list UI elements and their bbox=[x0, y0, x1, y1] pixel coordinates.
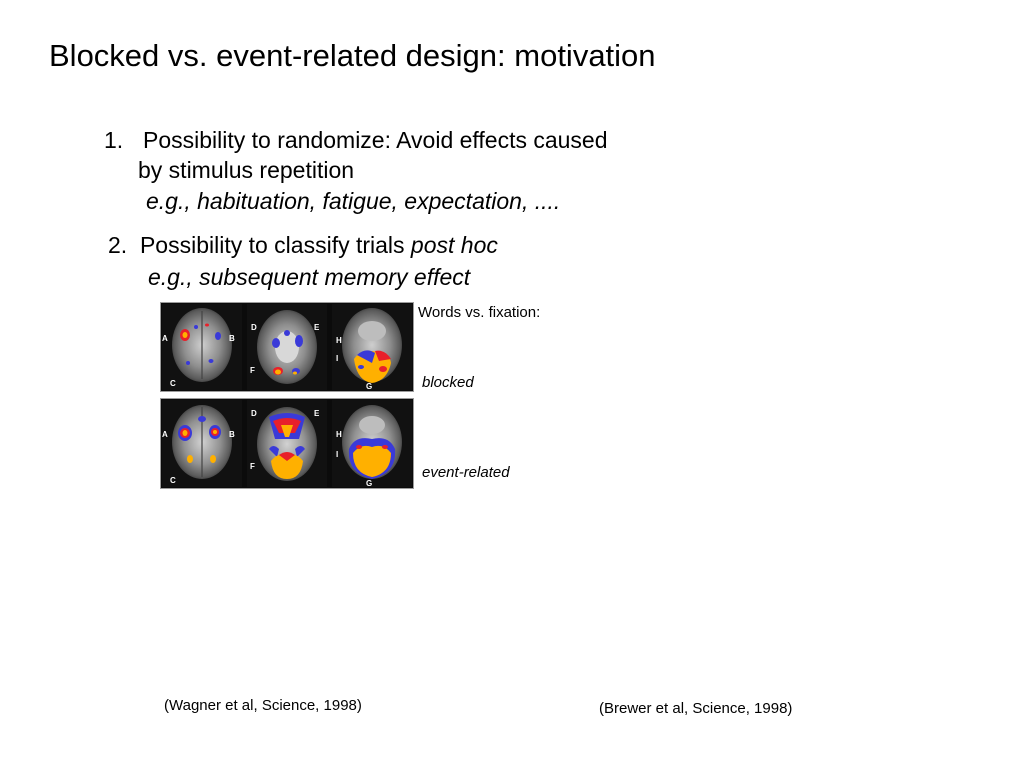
point-1-number: 1. bbox=[104, 127, 124, 153]
panel-letter-b: B bbox=[229, 334, 235, 343]
panel-letter-g: G bbox=[366, 382, 373, 391]
panel-letter-f-event: F bbox=[250, 462, 255, 471]
panel-letter-h: H bbox=[336, 336, 342, 345]
panel-letter-e-event: E bbox=[314, 409, 320, 418]
point-2-text bbox=[108, 232, 498, 259]
blocked-brain-row bbox=[160, 302, 414, 392]
slide-title: Blocked vs. event-related design: motivation bbox=[49, 38, 656, 73]
citation-wagner: (Wagner et al, Science, 1998) bbox=[164, 697, 362, 714]
event-related-label: event-related bbox=[422, 464, 510, 481]
event-related-brain-images bbox=[161, 399, 413, 488]
panel-letter-f: F bbox=[250, 366, 255, 375]
point-1-line-2: by stimulus repetition bbox=[138, 157, 355, 183]
point-2-example: e.g., subsequent memory effect bbox=[148, 264, 471, 290]
panel-letter-e: E bbox=[314, 323, 320, 332]
panel-letter-a-event: A bbox=[162, 430, 168, 439]
panel-letter-c-event: C bbox=[170, 476, 176, 485]
event-related-brain-row bbox=[160, 398, 414, 489]
panel-letter-i: I bbox=[336, 354, 339, 363]
blocked-label: blocked bbox=[422, 374, 474, 391]
fmri-figure bbox=[160, 302, 414, 489]
panel-letter-g-event: G bbox=[366, 479, 373, 488]
blocked-brain-images bbox=[161, 303, 413, 391]
point-2-prefix: 2. Possibility to classify trials bbox=[108, 232, 411, 258]
figure-caption: Words vs. fixation: bbox=[418, 304, 541, 321]
panel-letter-c: C bbox=[170, 379, 176, 388]
point-1-line-1: Possibility to randomize: Avoid effects caused bbox=[143, 127, 608, 153]
panel-letter-d: D bbox=[251, 323, 257, 332]
panel-letter-a: A bbox=[162, 334, 168, 343]
panel-letter-d-event: D bbox=[251, 409, 257, 418]
citation-brewer: (Brewer et al, Science, 1998) bbox=[599, 700, 793, 717]
panel-letter-i-event: I bbox=[336, 450, 339, 459]
point-2-post-hoc: post hoc bbox=[410, 232, 498, 258]
panel-letter-b-event: B bbox=[229, 430, 235, 439]
point-1-example: e.g., habituation, fatigue, expectation, .... bbox=[146, 188, 561, 214]
panel-letter-h-event: H bbox=[336, 430, 342, 439]
